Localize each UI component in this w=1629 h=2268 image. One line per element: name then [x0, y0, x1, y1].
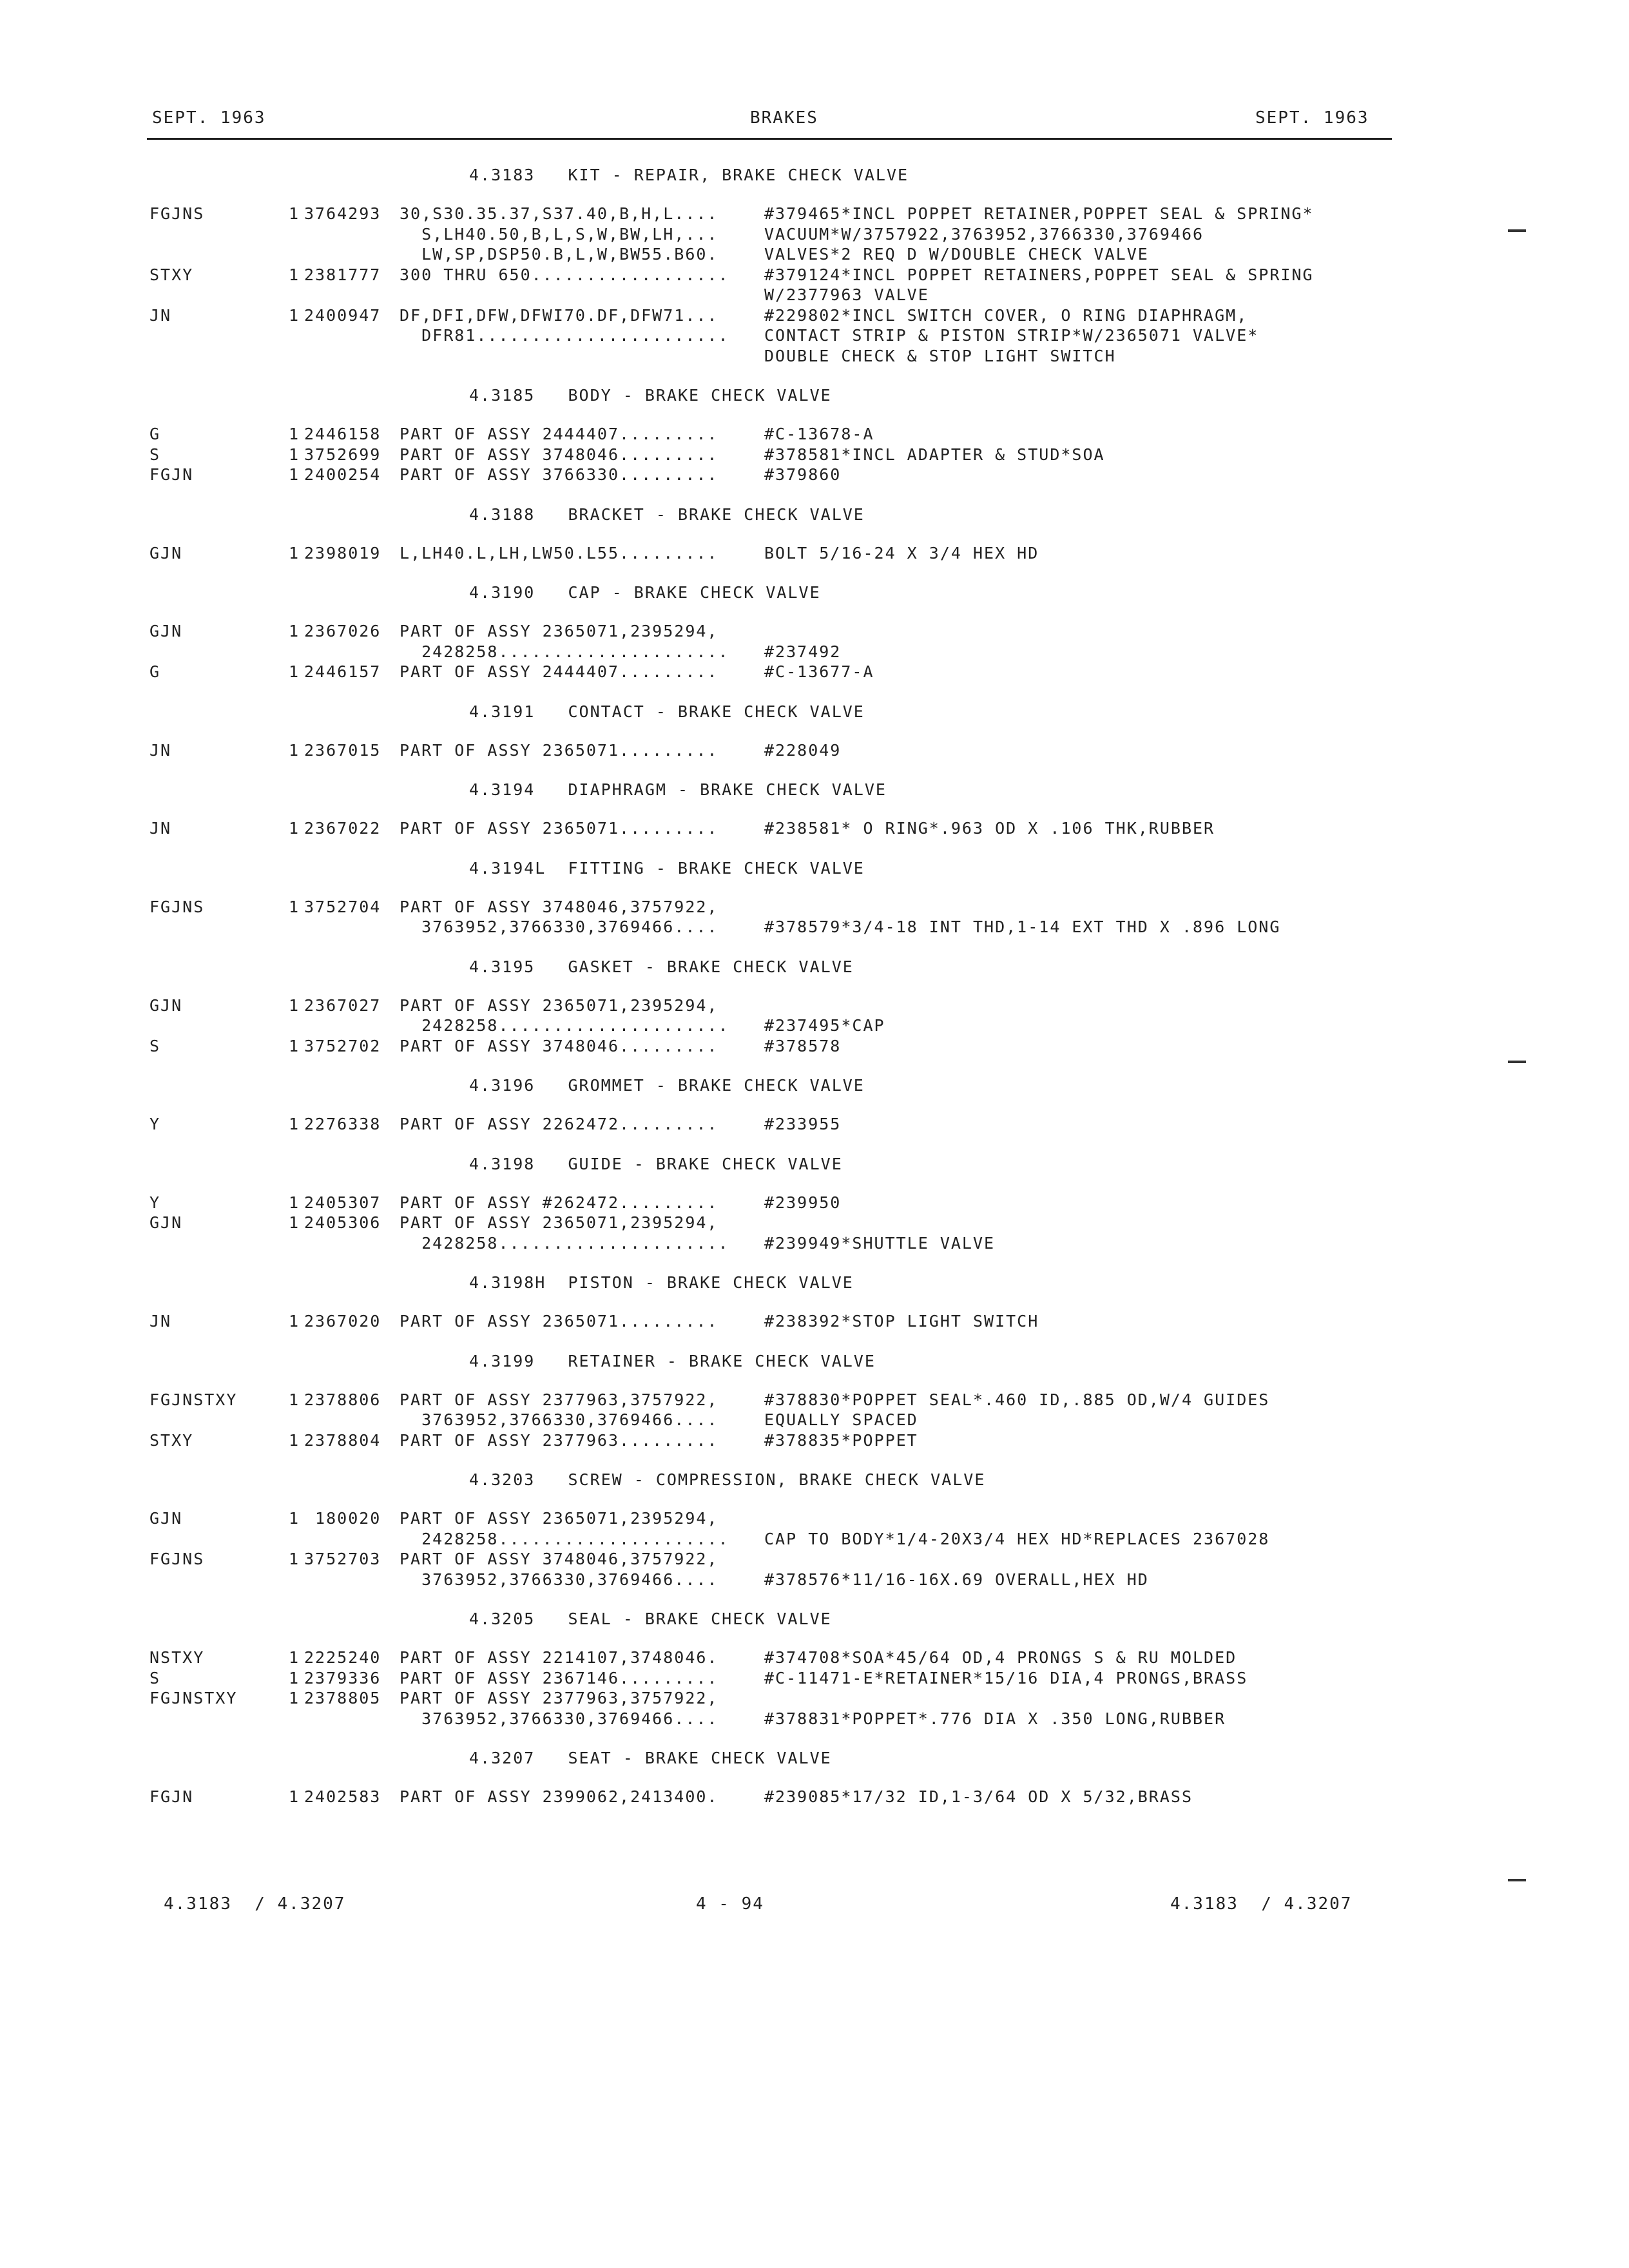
entry-line [400, 265, 1314, 285]
entry-line [400, 1508, 1269, 1529]
entry-line [400, 204, 1314, 224]
header-title: BRAKES [750, 108, 818, 128]
part-entry [0, 1311, 1629, 1332]
part-number: 2381777 [304, 265, 381, 284]
part-number: 2379336 [304, 1668, 381, 1687]
catalog-section [0, 956, 1629, 1075]
quantity: 1 [289, 1648, 300, 1667]
usage-text: PART OF ASSY 2377963,3757922, [400, 1390, 718, 1409]
description-text: BOLT 5/16-24 X 3/4 HEX HD [764, 543, 1039, 562]
margin-mark [1508, 229, 1526, 232]
entry-line [400, 1430, 918, 1451]
entry-line [400, 1015, 885, 1036]
section-title: 4.3199 RETAINER - BRAKE CHECK VALVE [469, 1351, 876, 1370]
entry-line [400, 1688, 1226, 1709]
part-number: 2378806 [304, 1390, 381, 1409]
section-title: 4.3185 BODY - BRAKE CHECK VALVE [469, 386, 832, 405]
quantity: 1 [289, 465, 300, 484]
description-text: #379124*INCL POPPET RETAINERS,POPPET SEAL & SPRING [764, 265, 1314, 284]
usage-text: L,LH40.L,LH,LW50.L55......... [400, 543, 718, 562]
catalog-section [0, 1608, 1629, 1747]
quantity: 1 [289, 204, 300, 223]
model-codes: G [149, 662, 161, 681]
model-codes: FGJN [149, 1787, 194, 1806]
model-codes: GJN [149, 1213, 183, 1232]
description-text: #378579*3/4-18 INT THD,1-14 EXT THD X .896 LONG [764, 918, 1281, 936]
margin-mark [1508, 1879, 1526, 1881]
description-text: CONTACT STRIP & PISTON STRIP*W/2365071 VALVE* [764, 326, 1259, 345]
entry-line [400, 662, 874, 682]
description-text: #239085*17/32 ID,1-3/64 OD X 5/32,BRASS [764, 1787, 1193, 1806]
usage-text: 3763952,3766330,3769466.... [400, 1410, 718, 1429]
part-entry [0, 445, 1629, 465]
usage-text: PART OF ASSY 2365071......... [400, 819, 718, 838]
description-text: #233955 [764, 1115, 842, 1133]
part-number: 2405307 [304, 1193, 381, 1212]
entry-line [400, 1114, 841, 1135]
part-entry [0, 621, 1629, 662]
entry-line [400, 642, 841, 662]
usage-text: 3763952,3766330,3769466.... [400, 918, 718, 936]
entry-line [400, 917, 1280, 937]
usage-text: PART OF ASSY 2365071,2395294, [400, 995, 718, 1015]
model-codes: S [149, 1668, 161, 1687]
part-number: 2405306 [304, 1213, 381, 1232]
quantity: 1 [289, 1115, 300, 1133]
entry-line [400, 1529, 1269, 1550]
catalog-section [0, 503, 1629, 582]
section-title: 4.3205 SEAL - BRAKE CHECK VALVE [469, 1610, 832, 1628]
description-text: #238392*STOP LIGHT SWITCH [764, 1312, 1039, 1331]
entry-line [400, 621, 841, 642]
quantity: 1 [289, 1213, 300, 1232]
usage-text: PART OF ASSY 2365071,2395294, [400, 1509, 718, 1528]
part-entry [0, 305, 1629, 367]
section-title: 4.3195 GASKET - BRAKE CHECK VALVE [469, 957, 854, 976]
description-text: #378581*INCL ADAPTER & STUD*SOA [764, 445, 1105, 464]
usage-text: PART OF ASSY 2365071,2395294, [400, 1213, 718, 1232]
part-number: 3752704 [304, 897, 381, 916]
entry-line [400, 445, 1105, 465]
model-codes: Y [149, 1193, 161, 1212]
section-title: 4.3194L FITTING - BRAKE CHECK VALVE [469, 858, 865, 878]
quantity: 1 [289, 425, 300, 443]
quantity: 1 [289, 1550, 300, 1568]
quantity: 1 [289, 995, 300, 1015]
entry-line [400, 1668, 1248, 1689]
part-number: 2367027 [304, 995, 381, 1015]
section-title: 4.3194 DIAPHRAGM - BRAKE CHECK VALVE [469, 780, 887, 799]
model-codes: JN [149, 819, 172, 838]
part-entry [0, 897, 1629, 937]
usage-text: PART OF ASSY 3748046,3757922, [400, 1550, 718, 1568]
section-title: 4.3198 GUIDE - BRAKE CHECK VALVE [469, 1154, 843, 1173]
part-entry [0, 1688, 1629, 1729]
entry-line [400, 995, 885, 1016]
usage-text: 300 THRU 650.................. [400, 265, 729, 284]
catalog-section [0, 700, 1629, 779]
entry-line [400, 1648, 1237, 1668]
description-text: #378831*POPPET*.776 DIA X .350 LONG,RUBBER [764, 1709, 1226, 1728]
entry-line [400, 740, 841, 761]
section-title: 4.3203 SCREW - COMPRESSION, BRAKE CHECK VALVE [469, 1470, 986, 1489]
model-codes: FGJNSTXY [149, 1689, 238, 1707]
usage-text: PART OF ASSY 2444407......... [400, 662, 718, 681]
part-entry [0, 1430, 1629, 1451]
quantity: 1 [289, 662, 300, 681]
usage-text: 2428258..................... [400, 1233, 729, 1253]
description-text: #239950 [764, 1193, 842, 1212]
part-entry [0, 1213, 1629, 1253]
description-text: W/2377963 VALVE [764, 285, 929, 304]
quantity: 1 [289, 1509, 300, 1528]
parts-listing [0, 164, 1629, 1825]
description-text: #C-11471-E*RETAINER*15/16 DIA,4 PRONGS,BRASS [764, 1668, 1248, 1687]
section-title: 4.3188 BRACKET - BRAKE CHECK VALVE [469, 505, 865, 524]
entry-line [400, 325, 1258, 346]
part-number: 2276338 [304, 1115, 381, 1133]
usage-text: PART OF ASSY 3748046,3757922, [400, 897, 718, 916]
usage-text: 2428258..................... [400, 642, 729, 661]
catalog-section [0, 581, 1629, 700]
entry-line [400, 543, 1039, 564]
part-number: 3752699 [304, 445, 381, 464]
part-number: 2367015 [304, 740, 381, 760]
part-entry [0, 1787, 1629, 1807]
part-number: 2367020 [304, 1312, 381, 1331]
part-entry [0, 543, 1629, 564]
usage-text: LW,SP,DSP50.B,L,W,BW55.B60. [400, 245, 718, 264]
usage-text: PART OF ASSY 2367146......... [400, 1668, 718, 1687]
description-text: #378835*POPPET [764, 1430, 918, 1450]
quantity: 1 [289, 265, 300, 284]
section-title: 4.3191 CONTACT - BRAKE CHECK VALVE [469, 702, 865, 721]
model-codes: GJN [149, 1509, 183, 1528]
description-text: #379860 [764, 465, 842, 484]
entry-line [400, 1233, 995, 1254]
quantity: 1 [289, 305, 300, 325]
part-number: 2378804 [304, 1430, 381, 1450]
part-number: 2400947 [304, 305, 381, 325]
usage-text: 2428258..................... [400, 1016, 729, 1035]
footer-range-left: 4.3183 / 4.3207 [164, 1894, 346, 1914]
usage-text: PART OF ASSY 2365071,2395294, [400, 622, 718, 640]
description-text: #237495*CAP [764, 1016, 885, 1035]
description-text: #374708*SOA*45/64 OD,4 PRONGS S & RU MOLDED [764, 1648, 1237, 1667]
quantity: 1 [289, 1689, 300, 1707]
part-entry [0, 1648, 1629, 1668]
description-text: #C-13678-A [764, 425, 874, 443]
section-title: 4.3207 SEAT - BRAKE CHECK VALVE [469, 1749, 832, 1767]
header-rule [147, 138, 1392, 140]
model-codes: S [149, 1036, 161, 1055]
part-number: 3764293 [304, 204, 381, 223]
catalog-section [0, 1747, 1629, 1825]
model-codes: G [149, 425, 161, 443]
description-text: VACUUM*W/3757922,3763952,3766330,3769466 [764, 224, 1204, 244]
model-codes: JN [149, 1312, 172, 1331]
part-number: 2367026 [304, 622, 381, 640]
description-text: #229802*INCL SWITCH COVER, O RING DIAPHRAGM, [764, 305, 1248, 325]
part-number: 3752703 [304, 1550, 381, 1568]
footer-page-number: 4 - 94 [696, 1894, 764, 1914]
description-text: #378578 [764, 1036, 842, 1055]
part-number: 2402583 [304, 1787, 381, 1806]
part-entry [0, 740, 1629, 761]
catalog-section [0, 1468, 1629, 1608]
usage-text: 30,S30.35.37,S37.40,B,H,L.... [400, 204, 718, 223]
usage-text: 3763952,3766330,3769466.... [400, 1709, 718, 1728]
usage-text: PART OF ASSY 3766330......... [400, 465, 718, 484]
description-text: #C-13677-A [764, 662, 874, 681]
entry-line [400, 1390, 1269, 1410]
catalog-section [0, 1350, 1629, 1469]
model-codes: GJN [149, 995, 183, 1015]
part-entry [0, 995, 1629, 1036]
description-text: VALVES*2 REQ D W/DOUBLE CHECK VALVE [764, 245, 1149, 264]
quantity: 1 [289, 445, 300, 464]
model-codes: S [149, 445, 161, 464]
entry-line [400, 1036, 841, 1057]
description-text: CAP TO BODY*1/4-20X3/4 HEX HD*REPLACES 2367028 [764, 1529, 1270, 1548]
model-codes: FGJNS [149, 1550, 205, 1568]
description-text: #238581* O RING*.963 OD X .106 THK,RUBBER [764, 819, 1215, 838]
quantity: 1 [289, 1193, 300, 1212]
quantity: 1 [289, 1430, 300, 1450]
model-codes: JN [149, 305, 172, 325]
entry-line [400, 1213, 995, 1233]
catalog-section [0, 1074, 1629, 1153]
margin-mark [1508, 1061, 1526, 1063]
part-number: 2446157 [304, 662, 381, 681]
part-number: 3752702 [304, 1036, 381, 1055]
model-codes: FGJNS [149, 204, 205, 223]
quantity: 1 [289, 897, 300, 916]
model-codes: STXY [149, 265, 194, 284]
section-title: 4.3198H PISTON - BRAKE CHECK VALVE [469, 1273, 854, 1292]
catalog-section [0, 778, 1629, 857]
quantity: 1 [289, 740, 300, 760]
part-entry [0, 1390, 1629, 1430]
description-text: DOUBLE CHECK & STOP LIGHT SWITCH [764, 346, 1116, 365]
description-text: #239949*SHUTTLE VALVE [764, 1233, 996, 1253]
part-entry [0, 1508, 1629, 1549]
usage-text: PART OF ASSY 3748046......... [400, 445, 718, 464]
model-codes: GJN [149, 543, 183, 562]
quantity: 1 [289, 543, 300, 562]
entry-line [400, 244, 1314, 265]
description-text: #228049 [764, 740, 842, 760]
part-number: 2378805 [304, 1689, 381, 1707]
part-entry [0, 818, 1629, 839]
entry-line [400, 346, 1258, 367]
usage-text: PART OF ASSY 2365071......... [400, 1312, 718, 1331]
part-number: 2400254 [304, 465, 381, 484]
quantity: 1 [289, 819, 300, 838]
usage-text: PART OF ASSY 3748046......... [400, 1036, 718, 1055]
model-codes: NSTXY [149, 1648, 205, 1667]
quantity: 1 [289, 1036, 300, 1055]
part-number: 180020 [304, 1509, 381, 1528]
catalog-section [0, 384, 1629, 503]
quantity: 1 [289, 1668, 300, 1687]
header-date-left: SEPT. 1963 [152, 108, 266, 128]
usage-text: DF,DFI,DFW,DFWI70.DF,DFW71... [400, 305, 718, 325]
part-number: 2225240 [304, 1648, 381, 1667]
part-entry [0, 204, 1629, 265]
catalog-section [0, 857, 1629, 956]
part-number: 2446158 [304, 425, 381, 443]
entry-line [400, 1709, 1226, 1729]
model-codes: FGJNS [149, 897, 205, 916]
usage-text: PART OF ASSY 2214107,3748046. [400, 1648, 718, 1667]
usage-text [400, 285, 764, 305]
quantity: 1 [289, 1312, 300, 1331]
entry-line [400, 285, 1314, 305]
usage-text: 3763952,3766330,3769466.... [400, 1570, 718, 1589]
entry-line [400, 1549, 1149, 1570]
entry-line [400, 305, 1258, 326]
usage-text: PART OF ASSY 2444407......... [400, 425, 718, 443]
entry-line [400, 224, 1314, 245]
quantity: 1 [289, 622, 300, 640]
part-entry [0, 1036, 1629, 1057]
description-text: #378576*11/16-16X.69 OVERALL,HEX HD [764, 1570, 1149, 1589]
entry-line [400, 1311, 1039, 1332]
part-entry [0, 1549, 1629, 1590]
usage-text: PART OF ASSY 2365071......... [400, 740, 718, 760]
description-text: EQUALLY SPACED [764, 1410, 918, 1429]
description-text: #378830*POPPET SEAL*.460 ID,.885 OD,W/4 GUIDES [764, 1390, 1270, 1409]
section-title: 4.3190 CAP - BRAKE CHECK VALVE [469, 583, 821, 602]
entry-line [400, 1787, 1193, 1807]
model-codes: FGJNSTXY [149, 1390, 238, 1409]
part-entry [0, 1668, 1629, 1689]
part-entry [0, 1193, 1629, 1213]
entry-line [400, 424, 874, 445]
section-title: 4.3196 GROMMET - BRAKE CHECK VALVE [469, 1076, 865, 1095]
model-codes: GJN [149, 622, 183, 640]
section-title: 4.3183 KIT - REPAIR, BRAKE CHECK VALVE [469, 166, 909, 184]
model-codes: STXY [149, 1430, 194, 1450]
quantity: 1 [289, 1390, 300, 1409]
usage-text: PART OF ASSY 2377963......... [400, 1430, 718, 1450]
catalog-section [0, 1271, 1629, 1350]
entry-line [400, 465, 841, 485]
part-entry [0, 265, 1629, 305]
catalog-section [0, 1153, 1629, 1272]
footer-range-right: 4.3183 / 4.3207 [1170, 1894, 1353, 1914]
part-entry [0, 662, 1629, 682]
description-text: #237492 [764, 642, 842, 661]
model-codes: JN [149, 740, 172, 760]
usage-text: 2428258..................... [400, 1529, 729, 1548]
header-date-right: SEPT. 1963 [1255, 108, 1369, 128]
usage-text: PART OF ASSY 2377963,3757922, [400, 1689, 718, 1707]
part-number: 2398019 [304, 543, 381, 562]
quantity: 1 [289, 1787, 300, 1806]
part-number: 2367022 [304, 819, 381, 838]
entry-line [400, 897, 1280, 918]
model-codes: FGJN [149, 465, 194, 484]
usage-text: S,LH40.50,B,L,S,W,BW,LH,... [400, 224, 718, 244]
entry-line [400, 1570, 1149, 1590]
part-entry [0, 1114, 1629, 1135]
usage-text: PART OF ASSY 2399062,2413400. [400, 1787, 718, 1806]
part-entry [0, 465, 1629, 485]
usage-text: PART OF ASSY 2262472......... [400, 1115, 718, 1133]
usage-text: PART OF ASSY #262472......... [400, 1193, 718, 1212]
part-entry [0, 424, 1629, 445]
entry-line [400, 818, 1215, 839]
catalog-section [0, 164, 1629, 384]
entry-line [400, 1193, 841, 1213]
usage-text: DFR81....................... [400, 326, 729, 345]
description-text: #379465*INCL POPPET RETAINER,POPPET SEAL & SPRING* [764, 204, 1314, 223]
model-codes: Y [149, 1115, 161, 1133]
usage-text [400, 346, 764, 367]
entry-line [400, 1410, 1269, 1430]
